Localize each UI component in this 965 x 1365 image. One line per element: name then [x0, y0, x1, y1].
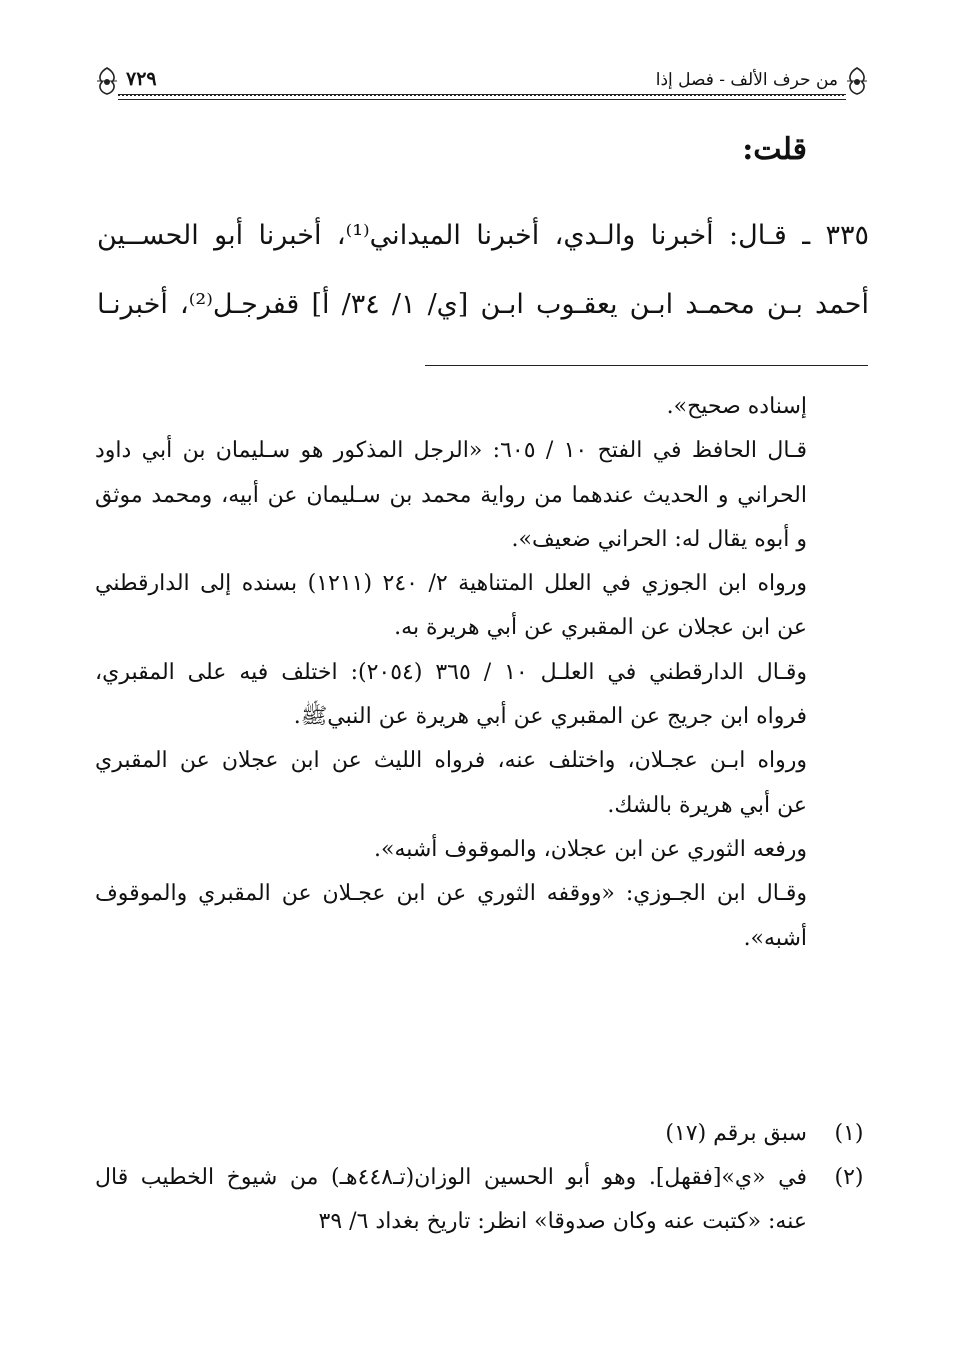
commentary-line: إسناده صحيح». [666, 394, 807, 419]
commentary-line: ورواه ابـن عجـلان، واختلف عنه، فرواه الليث عن ابن عجلان عن المقبري [95, 748, 807, 774]
footnote-number: (٢) [834, 1165, 864, 1190]
header-rule [118, 94, 846, 100]
footnote [95, 1160, 869, 1196]
commentary-line: فرواه ابن جريج عن المقبري عن أبي هريرة عن النبيﷺ. [293, 704, 807, 730]
footnote-separator [425, 365, 868, 366]
commentary-line: عن ابن عجلان عن المقبري عن أبي هريرة به. [394, 615, 807, 641]
footnote-number: (١) [834, 1121, 864, 1146]
footnote-text: عنه: «كتبت عنه وكان صدوقا» انظر: تاريخ بغداد ٦/ ٣٩ [318, 1209, 807, 1234]
main-text [97, 218, 869, 356]
commentary-line: و أبوه يقال له: الحراني ضعيف». [511, 526, 807, 552]
commentary-line: أشبه». [743, 925, 807, 951]
footnotes [95, 1116, 869, 1240]
commentary-line: ورفعه الثوري عن ابن عجلان، والموقوف أشبه». [373, 836, 807, 862]
commentary-line: وقـال الدارقطني في العلـل ١٠ / ٣٦٥ (٢٠٥٤): اختلف فيه على المقبري، [95, 659, 807, 685]
ornament-icon [844, 66, 870, 96]
footnote-text: في «ي»[فقهل]. وهو أبو الحسين الوزان(تـ٤٤٨هـ) من شيوخ الخطيب قال [95, 1165, 808, 1190]
commentary-line: ورواه ابن الجوزي في العلل المتناهية ٢/ ٢٤٠ (١٢١١) بسنده إلى الدارقطني [95, 571, 807, 597]
commentary-line: قـال الحافظ في الفتح ١٠ / ٦٠٥: «الرجل المذكور هو سـليمان بن أبي داود [95, 438, 807, 464]
page-header [96, 62, 868, 104]
footnote-text: سبق برقم (١٧) [665, 1121, 807, 1146]
footnote-continuation [95, 1204, 869, 1240]
footnote [95, 1116, 869, 1152]
page-number: ٧٢٩ [126, 68, 157, 90]
running-title: من حرف الألف - فصل إذا [655, 70, 838, 90]
commentary-line: وقـال ابن الجـوزي: «ووقفه الثوري عن ابن عجـلان عن المقبري والموقوف [95, 881, 807, 907]
main-text-line: أحمد بـن محمـد ابـن يعقـوب ابـن [ي/ ١/ ٣٤/ أ] قفرجـل⁽²⁾، أخبرنـا [97, 289, 869, 320]
section-heading: قلت: [742, 132, 807, 167]
main-text-line: ٣٣٥ ـ قـال: أخبرنا والـدي، أخبرنا الميداني⁽¹⁾، أخبرنا أبو الحســين [97, 220, 869, 251]
commentary-line: الحراني و الحديث عندهما من رواية محمد بن سـليمان عن أبيه، ومحمد موثق [95, 482, 807, 508]
commentary-block [95, 390, 807, 966]
ornament-icon [94, 66, 120, 96]
commentary-line: عن أبي هريرة بالشك. [607, 792, 807, 818]
